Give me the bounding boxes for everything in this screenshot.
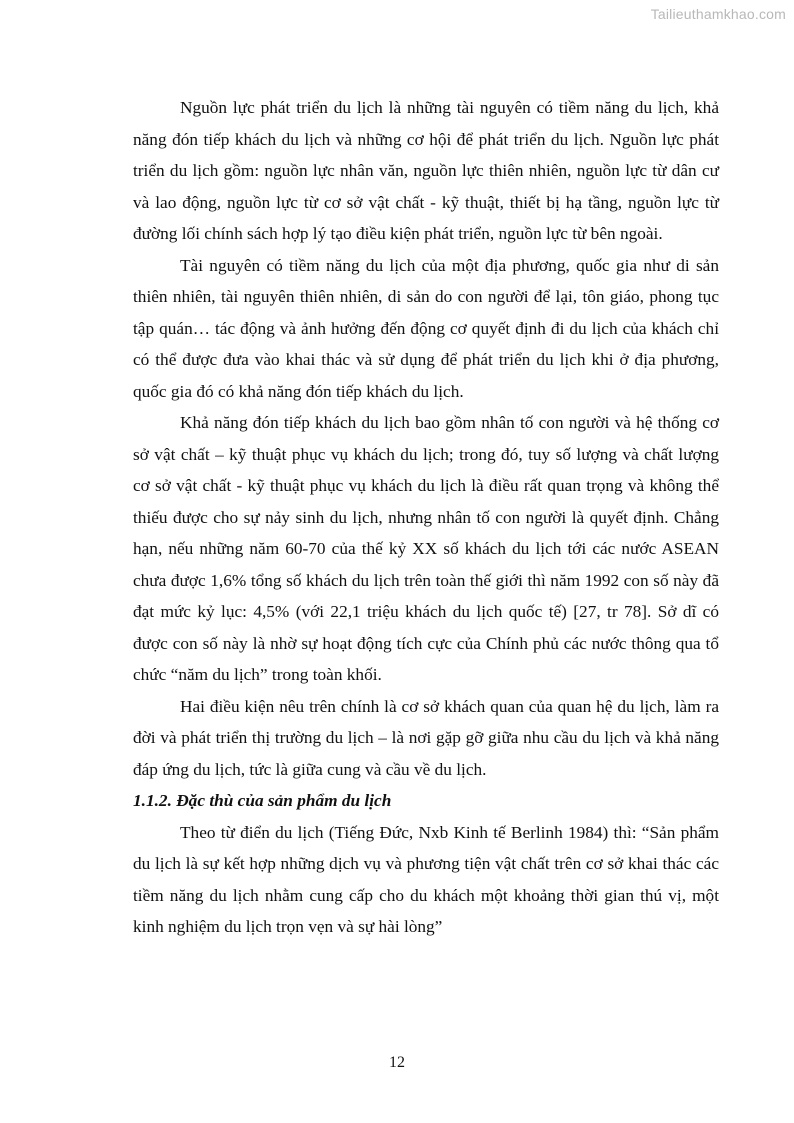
page-number: 12 (389, 1054, 405, 1071)
paragraph-tourism-resources: Nguồn lực phát triển du lịch là những tài nguyên có tiềm năng du lịch, khả năng đón tiếp khách du lịch và những cơ hội để phát triển du lịch. Nguồn lực phát triển du lịch gồm: nguồn lực nhân văn, nguồn lực thiên nhiên, nguồn lực từ dân cư và lao động, nguồn lực từ cơ sở vật chất - kỹ thuật, thiết bị hạ tầng, nguồn lực từ đường lối chính sách hợp lý tạo điều kiện phát triển, nguồn lực từ bên ngoài. (133, 98, 719, 243)
page-body (133, 92, 719, 943)
section-heading: 1.1.2. Đặc thù của sản phẩm du lịch (133, 791, 392, 810)
paragraph-tourism-potential: Tài nguyên có tiềm năng du lịch của một địa phương, quốc gia như di sản thiên nhiên, tài nguyên thiên nhiên, di sản do con người để lại, tôn giáo, phong tục tập quán… tác động và ảnh hưởng đến động cơ quyết định đi du lịch của khách chỉ có thể được đưa vào khai thác và sử dụng để phát triển du lịch khi ở địa phương, quốc gia đó có khả năng đón tiếp khách du lịch. (133, 255, 719, 401)
paragraph-reception-capacity: Khả năng đón tiếp khách du lịch bao gồm nhân tố con người và hệ thống cơ sở vật chất – kỹ thuật phục vụ khách du lịch; trong đó, tuy số lượng và chất lượng cơ sở vật chất - kỹ thuật phục vụ khách du lịch là điều rất quan trọng và không thể thiếu được cho sự nảy sinh du lịch, nhưng nhân tố con người là quyết định. Chẳng hạn, nếu những năm 60-70 của thế kỷ XX số khách du lịch tới các nước ASEAN chưa được 1,6% tổng số khách du lịch trên toàn thế giới thì năm 1992 con số này đã đạt mức kỷ lục: 4,5% (với 22,1 triệu khách du lịch quốc tế) [27, tr 78]. Sở dĩ có được con số này là nhờ sự hoạt động tích cực của Chính phủ các nước thông qua tổ chức “năm du lịch” trong toàn khối. (133, 413, 719, 684)
paragraph-market-basis: Hai điều kiện nêu trên chính là cơ sở khách quan của quan hệ du lịch, làm ra đời và phát triển thị trường du lịch – là nơi gặp gỡ giữa nhu cầu du lịch và khả năng đáp ứng du lịch, tức là giữa cung và cầu về du lịch. (133, 696, 719, 779)
watermark: Tailieuthamkhao.com (650, 6, 786, 22)
paragraph-product-definition: Theo từ điển du lịch (Tiếng Đức, Nxb Kinh tế Berlinh 1984) thì: “Sản phẩm du lịch là sự kết hợp những dịch vụ và phương tiện vật chất trên cơ sở khai thác các tiềm năng du lịch nhằm cung cấp cho du khách một khoảng thời gian thú vị, một kinh nghiệm du lịch trọn vẹn và sự hài lòng” (133, 822, 719, 936)
